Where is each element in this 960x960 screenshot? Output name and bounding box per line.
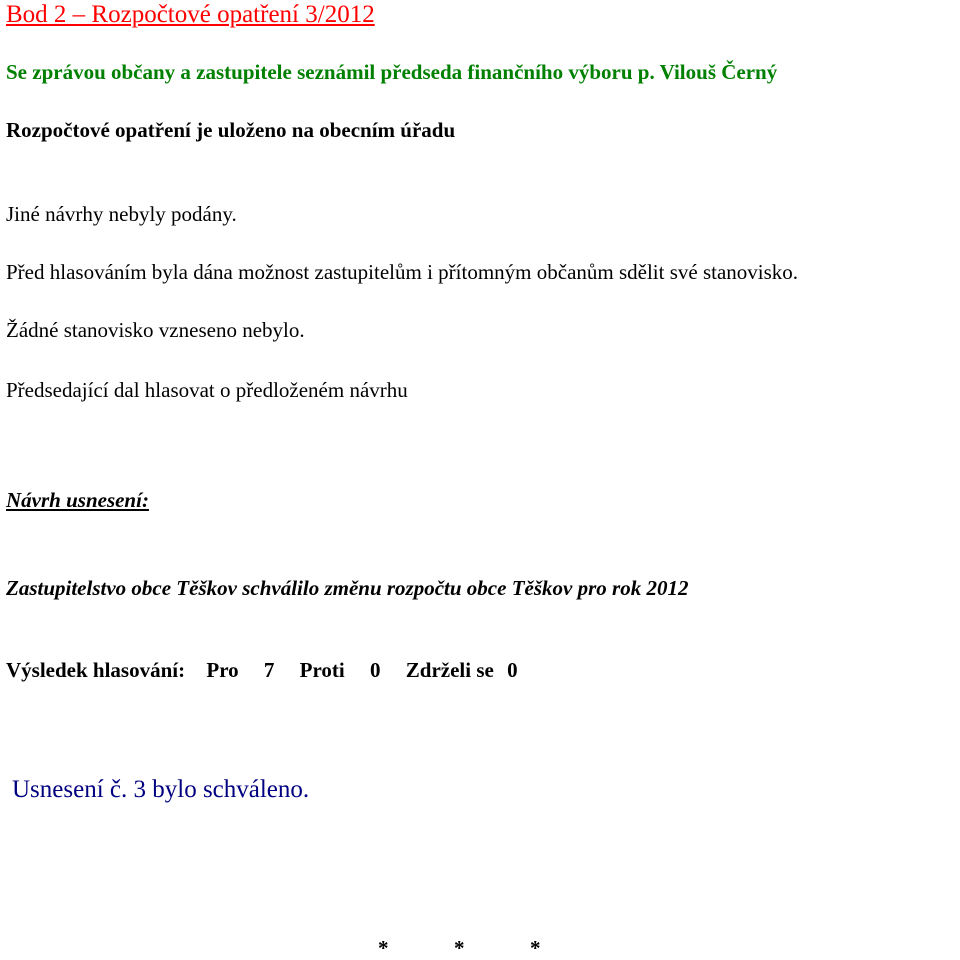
before-vote-paragraph: Před hlasováním byla dána možnost zastupitelům i přítomným občanům sdělit své stanovisko. — [6, 260, 799, 284]
vote-label: Výsledek hlasování: — [6, 658, 186, 682]
divider-star: * — [378, 936, 389, 960]
stored-paragraph: Rozpočtové opatření je uloženo na obecním úřadu — [6, 118, 456, 142]
section-divider-stars — [378, 938, 606, 958]
vote-zdrzeli-label: Zdrželi se — [405, 658, 494, 682]
no-proposals-paragraph: Jiné návrhy nebyly podány. — [6, 202, 237, 226]
divider-star: * — [454, 936, 465, 960]
vote-proti-value: 0 — [370, 658, 381, 682]
vote-result — [6, 656, 518, 684]
chair-vote-paragraph: Předsedající dal hlasovat o předloženém návrhu — [6, 378, 408, 402]
report-paragraph: Se zprávou občany a zastupitele seznámil předseda finančního výboru p. Vilouš Černý — [6, 60, 778, 84]
proposal-heading: Návrh usnesení: — [6, 488, 149, 512]
vote-pro-label: Pro — [206, 658, 239, 682]
approval-statement: Usnesení č. 3 bylo schváleno. — [12, 776, 310, 803]
no-stance-paragraph: Žádné stanovisko vzneseno nebylo. — [6, 318, 305, 342]
resolution-text: Zastupitelstvo obce Těškov schválilo změnu rozpočtu obce Těškov pro rok 2012 — [6, 576, 689, 600]
vote-proti-label: Proti — [299, 658, 345, 682]
section-title: Bod 2 – Rozpočtové opatření 3/2012 — [6, 1, 375, 28]
vote-pro-value: 7 — [263, 658, 275, 682]
divider-star: * — [530, 936, 541, 960]
vote-zdrzeli-value: 0 — [507, 658, 518, 682]
